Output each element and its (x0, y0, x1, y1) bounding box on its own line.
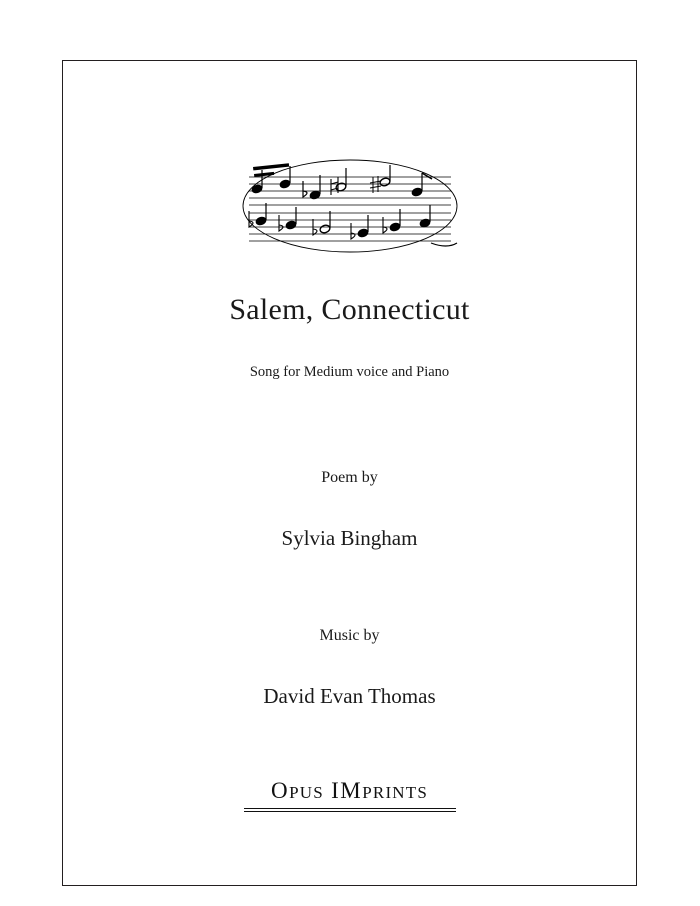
publisher-rule-bottom (244, 811, 456, 812)
poem-by-label-row (63, 469, 636, 487)
publisher-letters-im: IM (331, 778, 363, 803)
page-subtitle: Song for Medium voice and Piano (249, 364, 450, 380)
page-title: Salem, Connecticut (229, 293, 470, 326)
musical-staff-notes-logo (235, 151, 465, 261)
composer-name-row (63, 684, 636, 709)
title-block (63, 293, 636, 381)
music-by-label-row (63, 627, 636, 645)
publisher-rule-top (244, 808, 456, 809)
music-by-label: Music by (319, 627, 380, 644)
composer-name: David Evan Thomas (263, 684, 436, 708)
publisher-letters-prints: PRINTS (362, 783, 429, 802)
poet-name: Sylvia Bingham (281, 526, 418, 550)
publisher-letters-pus: PUS (289, 783, 324, 802)
title-page-frame (62, 60, 637, 886)
poet-name-row (63, 526, 636, 551)
publisher-letter-o: O (270, 778, 290, 803)
publisher-logo (235, 779, 465, 812)
publisher-wordmark (235, 779, 465, 802)
poem-by-label: Poem by (321, 469, 378, 486)
